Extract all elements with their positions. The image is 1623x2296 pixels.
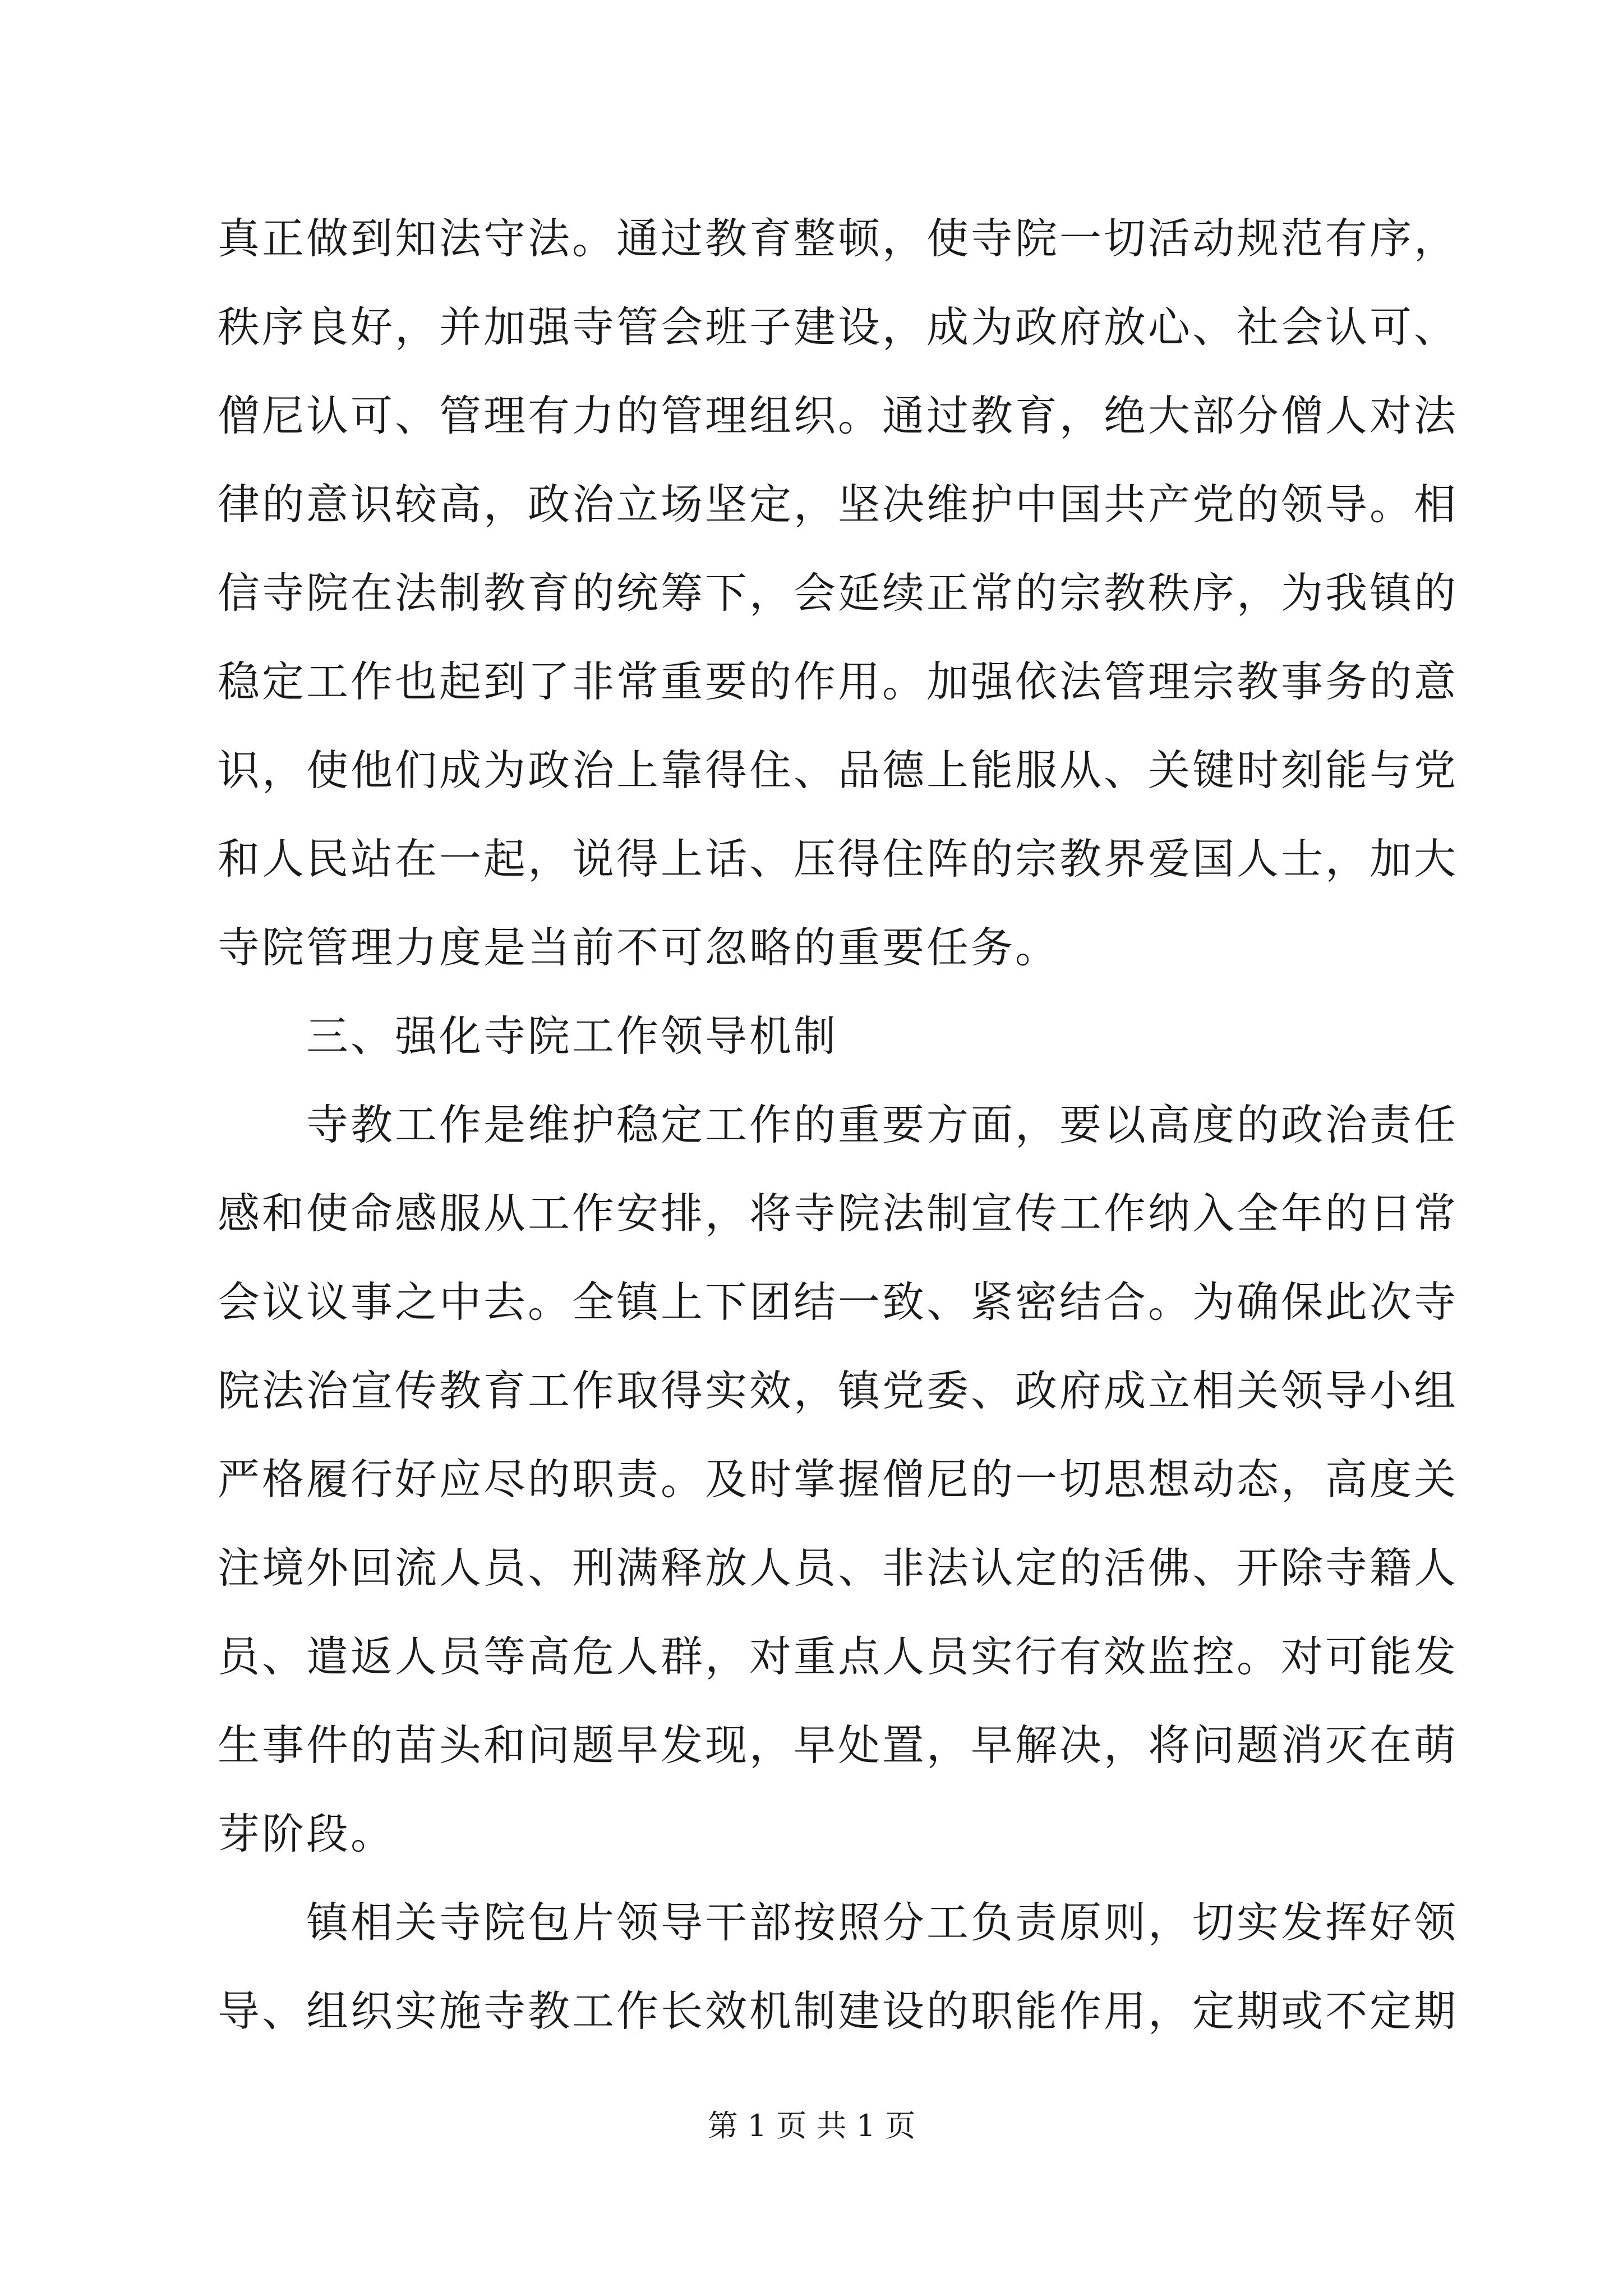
text-line: 芽阶段。 [218,1809,395,1858]
text-line: 生事件的苗头和问题早发现，早处置，早解决，将问题消灭在萌 [218,1720,1459,1770]
text-line: 员、遣返人员等高危人群，对重点人员实行有效监控。对可能发 [218,1632,1459,1681]
text-line: 镇相关寺院包片领导干部按照分工负责原则，切实发挥好领 [218,1898,1459,1947]
text-line: 寺院管理力度是当前不可忽略的重要任务。 [218,923,1060,972]
text-line: 识，使他们成为政治上靠得住、品德上能服从、关键时刻能与党 [218,746,1459,795]
text-line: 院法治宣传教育工作取得实效，镇党委、政府成立相关领导小组 [218,1366,1459,1415]
text-line: 会议议事之中去。全镇上下团结一致、紧密结合。为确保此次寺 [218,1277,1459,1327]
text-line: 信寺院在法制教育的统筹下，会延续正常的宗教秩序，为我镇的 [218,568,1459,618]
text-line: 律的意识较高，政治立场坚定，坚决维护中国共产党的领导。相 [218,480,1459,529]
text-line: 感和使命感服从工作安排，将寺院法制宣传工作纳入全年的日常 [218,1189,1459,1238]
text-line: 秩序良好，并加强寺管会班子建设，成为政府放心、社会认可、 [218,302,1459,352]
text-line: 严格履行好应尽的职责。及时掌握僧尼的一切思想动态，高度关 [218,1455,1459,1504]
section-heading: 三、强化寺院工作领导机制 [218,1011,838,1061]
text-line: 僧尼认可、管理有力的管理组织。通过教育，绝大部分僧人对法 [218,391,1459,440]
text-line: 和人民站在一起，说得上话、压得住阵的宗教界爱国人士，加大 [218,834,1459,884]
page-footer: 第 1 页 共 1 页 [707,2108,916,2143]
text-line: 寺教工作是维护稳定工作的重要方面，要以高度的政治责任 [218,1100,1459,1149]
text-line: 稳定工作也起到了非常重要的作用。加强依法管理宗教事务的意 [218,657,1459,706]
text-line: 导、组织实施寺教工作长效机制建设的职能作用，定期或不定期 [218,1986,1459,2036]
text-line: 注境外回流人员、刑满释放人员、非法认定的活佛、开除寺籍人 [218,1543,1459,1593]
text-line: 真正做到知法守法。通过教育整顿，使寺院一切活动规范有序， [218,214,1459,263]
